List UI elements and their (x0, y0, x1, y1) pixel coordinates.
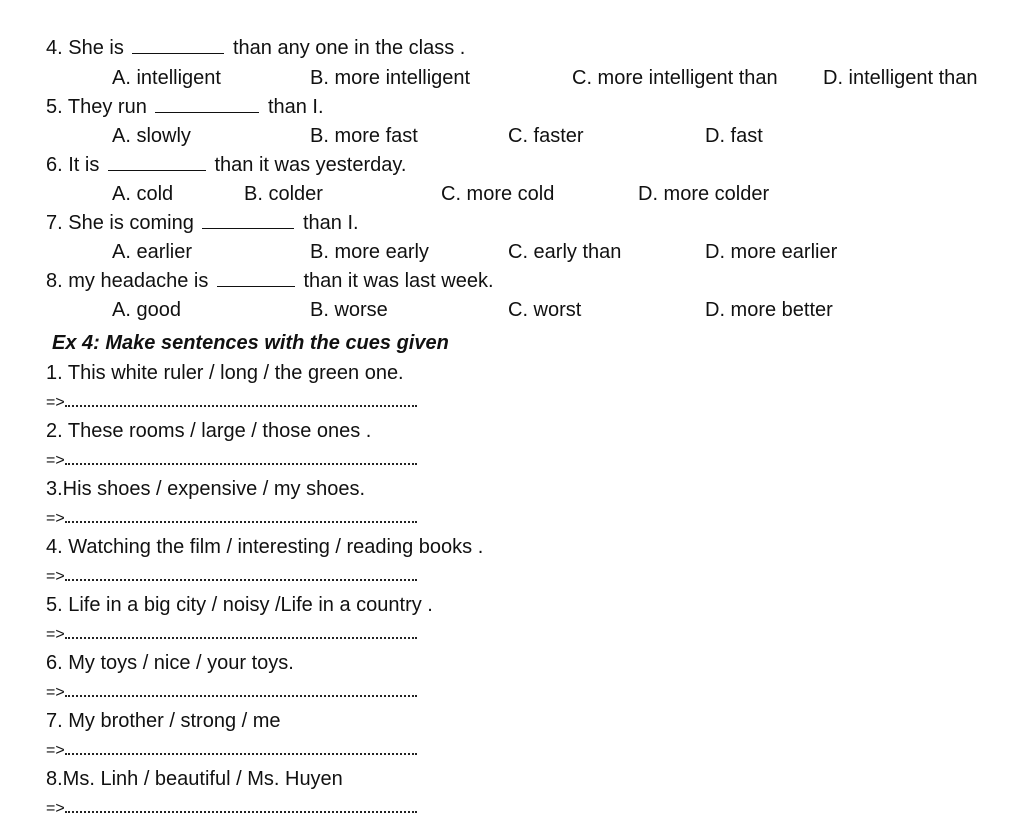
option-a[interactable]: A. good (112, 299, 181, 321)
question-stem-end: than any one in the class . (232, 37, 466, 59)
option-a[interactable]: A. earlier (112, 241, 193, 263)
answer-arrow: => (46, 684, 65, 701)
answer-arrow: => (46, 568, 65, 585)
exercise-heading: Ex 4: Make sentences with the cues given (52, 332, 449, 354)
option-a[interactable]: A. slowly (112, 125, 191, 147)
option-d[interactable]: D. more colder (638, 183, 770, 205)
question-stem-end: than I. (267, 96, 324, 118)
question-6 (46, 153, 406, 177)
cue-item-8: 8.Ms. Linh / beautiful / Ms. Huyen (46, 768, 343, 790)
cue-item-5: 5. Life in a big city / noisy /Life in a country . (46, 594, 433, 616)
option-c[interactable]: C. worst (508, 299, 582, 321)
cue-item-3: 3.His shoes / expensive / my shoes. (46, 478, 366, 500)
answer-arrow: => (46, 452, 65, 469)
option-b[interactable]: B. more fast (310, 125, 418, 147)
dotted-answer-space[interactable] (65, 799, 417, 813)
question-stem-start: They run (67, 96, 147, 118)
question-4 (46, 36, 465, 60)
answer-line-6[interactable] (46, 683, 417, 702)
dotted-answer-space[interactable] (65, 393, 417, 407)
question-stem-start: She is coming (68, 212, 194, 234)
question-number: 5. (46, 96, 63, 118)
answer-arrow: => (46, 800, 65, 817)
option-b[interactable]: B. worse (310, 299, 388, 321)
answer-arrow: => (46, 394, 65, 411)
answer-arrow: => (46, 742, 65, 759)
option-a[interactable]: A. cold (112, 183, 174, 205)
option-c[interactable]: C. faster (508, 125, 584, 147)
dotted-answer-space[interactable] (65, 741, 417, 755)
cue-item-2: 2. These rooms / large / those ones . (46, 420, 372, 442)
question-number: 4. (46, 37, 63, 59)
cue-item-6: 6. My toys / nice / your toys. (46, 652, 294, 674)
cue-item-4: 4. Watching the film / interesting / reading books . (46, 536, 484, 558)
answer-line-2[interactable] (46, 451, 417, 470)
answer-arrow: => (46, 626, 65, 643)
option-b[interactable]: B. colder (244, 183, 323, 205)
answer-arrow: => (46, 510, 65, 527)
question-5 (46, 95, 324, 119)
question-stem-end: than it was last week. (303, 270, 494, 292)
answer-blank[interactable] (155, 95, 259, 113)
dotted-answer-space[interactable] (65, 509, 417, 523)
question-stem-start: It is (68, 154, 100, 176)
cue-item-7: 7. My brother / strong / me (46, 710, 281, 732)
question-stem-start: She is (68, 37, 124, 59)
answer-blank[interactable] (217, 269, 295, 287)
question-8 (46, 269, 494, 293)
answer-blank[interactable] (132, 36, 224, 54)
dotted-answer-space[interactable] (65, 625, 417, 639)
dotted-answer-space[interactable] (65, 683, 417, 697)
dotted-answer-space[interactable] (65, 567, 417, 581)
option-a[interactable]: A. intelligent (112, 67, 221, 89)
answer-line-5[interactable] (46, 625, 417, 644)
question-number: 6. (46, 154, 63, 176)
cue-item-1: 1. This white ruler / long / the green one. (46, 362, 404, 384)
answer-line-1[interactable] (46, 393, 417, 412)
question-stem-end: than it was yesterday. (214, 154, 407, 176)
option-b[interactable]: B. more early (310, 241, 429, 263)
question-7 (46, 211, 359, 235)
answer-blank[interactable] (202, 211, 294, 229)
answer-line-7[interactable] (46, 741, 417, 760)
option-c[interactable]: C. early than (508, 241, 622, 263)
question-stem-end: than I. (303, 212, 359, 234)
dotted-answer-space[interactable] (65, 451, 417, 465)
option-d[interactable]: D. more earlier (705, 241, 838, 263)
option-c[interactable]: C. more intelligent than (572, 67, 778, 89)
question-stem-start: my headache is (68, 270, 209, 292)
option-d[interactable]: D. intelligent than (823, 67, 978, 89)
option-b[interactable]: B. more intelligent (310, 67, 471, 89)
question-number: 8. (46, 270, 63, 292)
answer-line-4[interactable] (46, 567, 417, 586)
option-d[interactable]: D. fast (705, 125, 763, 147)
answer-line-8[interactable] (46, 799, 417, 818)
option-c[interactable]: C. more cold (441, 183, 555, 205)
option-d[interactable]: D. more better (705, 299, 833, 321)
answer-line-3[interactable] (46, 509, 417, 528)
question-number: 7. (46, 212, 63, 234)
answer-blank[interactable] (108, 153, 206, 171)
